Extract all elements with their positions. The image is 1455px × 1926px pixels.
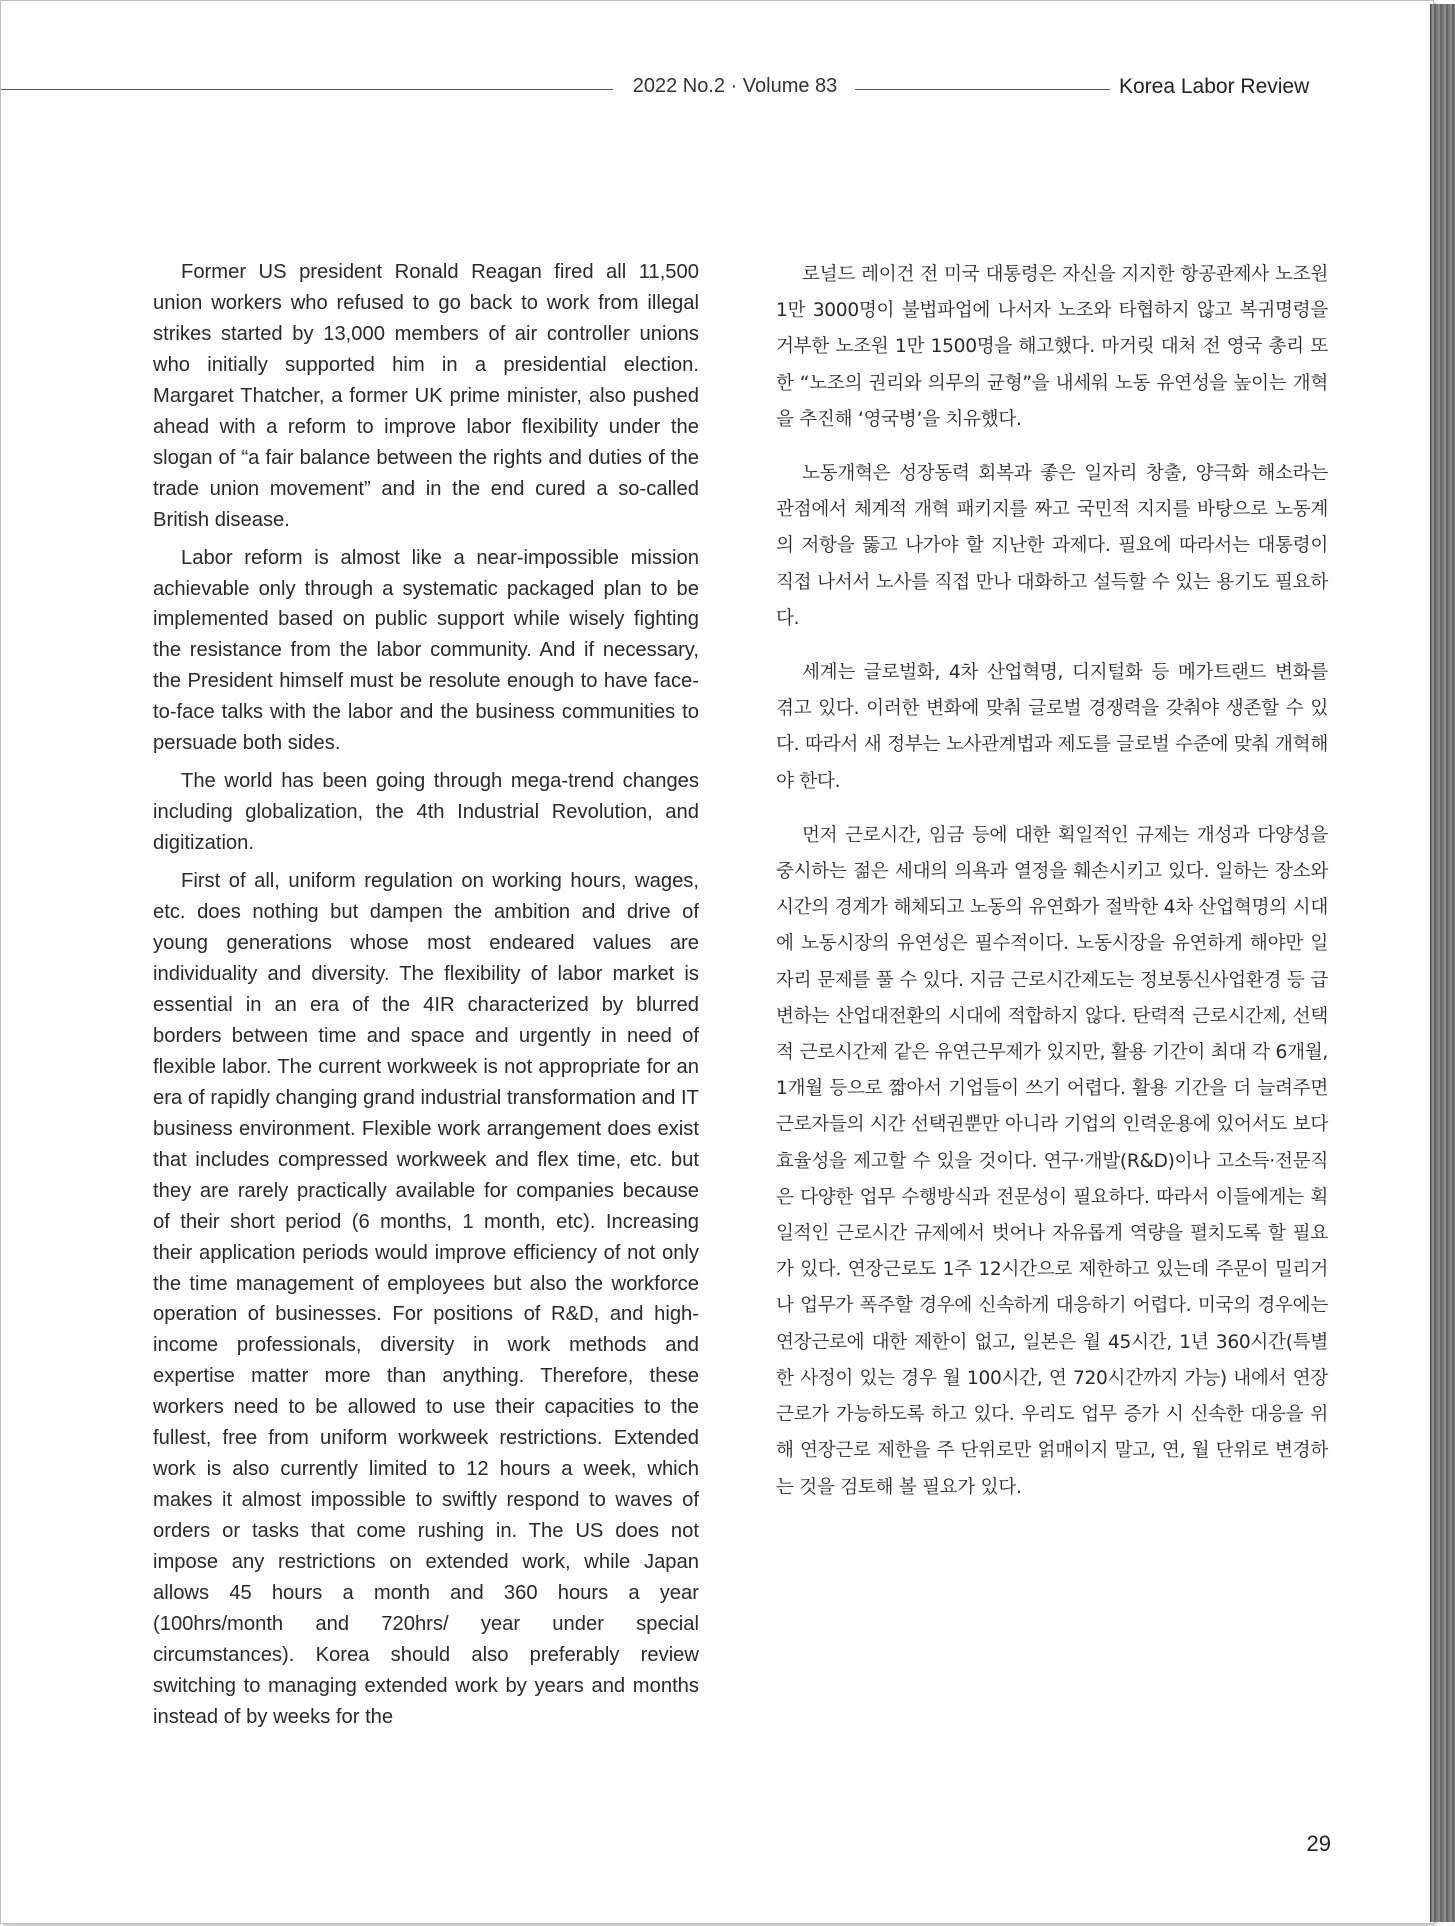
korean-paragraph-4: 먼저 근로시간, 임금 등에 대한 획일적인 규제는 개성과 다양성을 중시하는 젊은 세대의 의욕과 열정을 훼손시키고 있다. 일하는 장소와 시간의 경계가 해체되고 노동의 유연화가 절박한 4차 산업혁명의 시대에 노동시장의 유연성은 필수적이다. 노동시장을 유연하게 해야만 일자리 문제를 풀 수 있다. 지금 근로시간제도는 정보통신사업환경 등 급변하는 산업대전환의 시대에 적합하지 않다. 탄력적 근로시간제, 선택적 근로시간제 같은 유연근무제가 있지만, 활용 기간이 최대 각 6개월, 1개월 등으로 짧아서 기업들이 쓰기 어렵다. 활용 기간을 더 늘려주면 근로자들의 시간 선택권뿐만 아니라 기업의 인력운용에 있어서도 보다 효율성을 제고할 수 있을 것이다. 연구·개발(R&D)이나 고소득·전문직은 다양한 업무 수행방식과 전문성이 필요하다. 따라서 이들에게는 획일적인 근로시간 규제에서 벗어나 자유롭게 역량을 펼치도록 할 필요가 있다. 연장근로도 1주 12시간으로 제한하고 있는데 주문이 밀리거나 업무가 폭주할 경우에 신속하게 대응하기 어렵다. 미국의 경우에는 연장근로에 대한 제한이 없고, 일본은 월 45시간, 1년 360시간(특별한 사정이 있는 경우 월 100시간, 연 720시간까지 가능) 내에서 연장근로가 가능하도록 하고 있다. 우리도 업무 증가 시 신속한 대응을 위해 연장근로 제한을 주 단위로만 얽매이지 말고, 연, 월 단위로 변경하는 것을 검토해 볼 필요가 있다. — [776, 824, 1328, 1498]
korean-paragraph-2: 노동개혁은 성장동력 회복과 좋은 일자리 창출, 양극화 해소라는 관점에서 체계적 개혁 패키지를 짜고 국민적 지지를 바탕으로 노동계의 저항을 뚫고 나가야 할 지난한 과제다. 필요에 따라서는 대통령이 직접 나서서 노사를 직접 만나 대화하고 설득할 수 있는 용기도 필요하다. — [776, 463, 1328, 629]
page-stack-edge — [1430, 4, 1455, 1922]
english-paragraph-4: First of all, uniform regulation on working hours, wages, etc. does nothing but dampen the ambition and drive of young generations whose most endeared values are individuality and diversity. The flexibility of labor market is essential in an era of the 4IR characterized by blurred borders between time and space and urgently in need of flexible labor. The current workweek is not appropriate for an era of rapidly changing grand industrial transformation and IT business environment. Flexible work arrangement does exist that includes compressed workweek and flex time, etc. but they are rarely practically available for companies because of their short period (6 months, 1 month, etc). Increasing their application periods would improve efficiency of not only the time management of employees but also the workforce operation of businesses. For positions of R&D, and high-income professionals, diversity in work methods and expertise matter more than anything. Therefore, these workers need to be allowed to use their capacities to the fullest, free from uniform workweek restrictions. Extended work is also currently limited to 12 hours a week, which makes it almost impossible to swiftly respond to waves of orders or tasks that come rushing in. The US does not impose any restrictions on extended work, while Japan allows 45 hours a month and 360 hours a year (100hrs/month and 720hrs/ year under special circumstances). Korea should also preferably review switching to managing extended work by years and months instead of by weeks for the — [153, 870, 699, 1728]
english-paragraph-3: The world has been going through mega-trend changes including globalization, the 4th Industrial Revolution, and digitization. — [153, 770, 699, 855]
header-issue: 2022 No.2 · Volume 83 — [632, 75, 838, 97]
english-paragraph-2: Labor reform is almost like a near-impossible mission achievable only through a systematic packaged plan to be implemented based on public support while wisely fighting the resistance from the labor community. And if necessary, the President himself must be resolute enough to have face-to-face talks with the labor and the business communities to persuade both sides. — [153, 546, 699, 755]
header-rule-middle — [855, 89, 1110, 90]
korean-column — [776, 257, 1328, 1524]
korean-paragraph-1: 로널드 레이건 전 미국 대통령은 자신을 지지한 항공관제사 노조원 1만 3000명이 불법파업에 나서자 노조와 타협하지 않고 복귀명령을 거부한 노조원 1만 1500명을 해고했다. 마거릿 대처 전 영국 총리 또한 “노조의 권리와 의무의 균형”을 내세워 노동 유연성을 높이는 개혁을 추진해 ‘영국병’을 치유했다. — [776, 264, 1328, 430]
header-rule-left — [1, 89, 613, 90]
korean-paragraph-3: 세계는 글로벌화, 4차 산업혁명, 디지털화 등 메가트랜드 변화를 겪고 있다. 이러한 변화에 맞춰 글로벌 경쟁력을 갖춰야 생존할 수 있다. 따라서 새 정부는 노사관계법과 제도를 글로벌 수준에 맞춰 개혁해야 한다. — [776, 662, 1328, 792]
english-column — [153, 257, 699, 1740]
english-paragraph-1: Former US president Ronald Reagan fired all 11,500 union workers who refused to go back to work from illegal strikes started by 13,000 members of air controller unions who initially supported him in a presidential election. Margaret Thatcher, a former UK prime minister, also pushed ahead with a reform to improve labor flexibility under the slogan of “a fair balance between the rights and duties of the trade union movement” and in the end cured a so-called British disease. — [153, 261, 699, 531]
page-number: 29 — [1306, 1831, 1331, 1856]
header-journal-title: Korea Labor Review — [1119, 75, 1310, 98]
